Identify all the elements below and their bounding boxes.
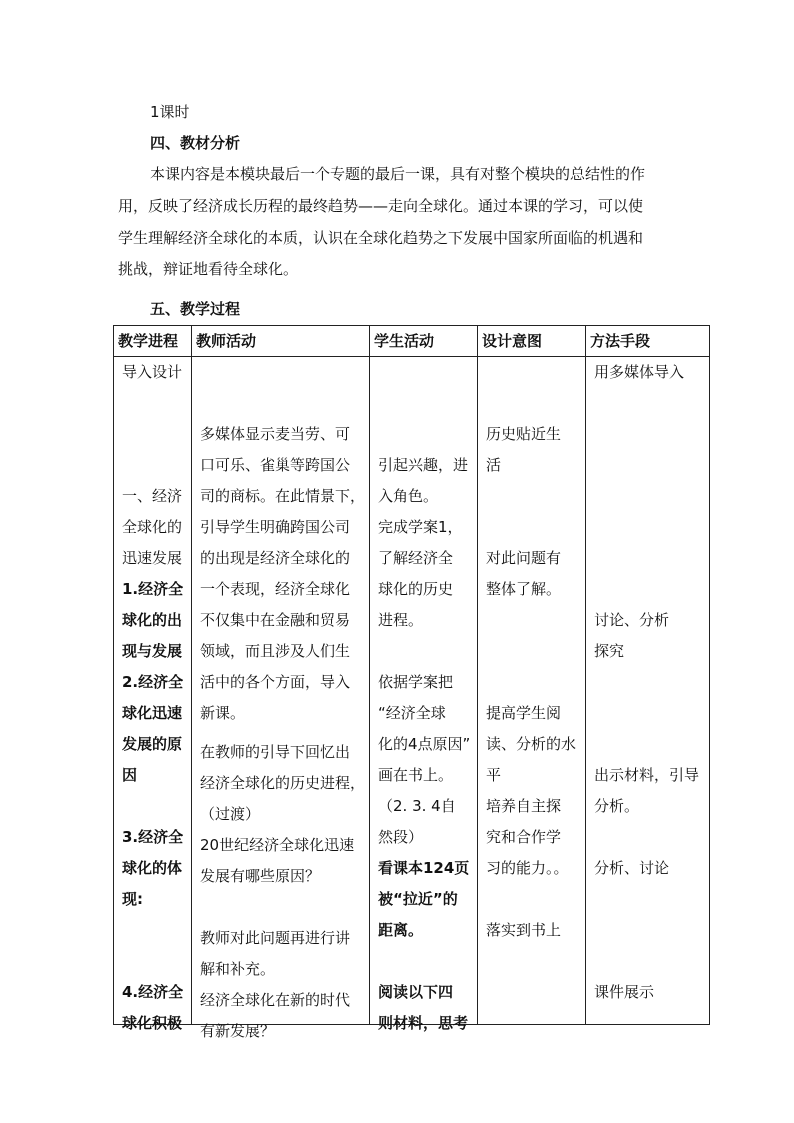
cell-line: 入角色。 — [378, 487, 439, 505]
cell-line: 分析、讨论 — [594, 859, 670, 877]
cell-line: 导入设计 — [122, 363, 183, 381]
paragraph-line: 挑战，辩证地看待全球化。 — [118, 260, 299, 278]
cell-line: （过渡） — [200, 805, 261, 823]
cell-line: 画在书上。 — [378, 766, 454, 784]
section-4-heading: 四、教材分析 — [150, 134, 241, 152]
cell-line: 平 — [486, 766, 502, 784]
cell-line: 3.经济全 — [122, 828, 184, 846]
cell-line: 经济全球化在新的时代 — [200, 991, 351, 1009]
cell-line: 领域，而且涉及人们生 — [200, 642, 351, 660]
cell-line: 进程。 — [378, 611, 424, 629]
cell-line: 讨论、分析 — [594, 611, 670, 629]
cell-line: 口可乐、雀巢等跨国公 — [200, 456, 351, 474]
cell-line: 化的4点原因” — [378, 735, 471, 753]
cell-line: “经济全球 — [378, 704, 446, 722]
header-teaching-stage: 教学进程 — [114, 326, 192, 357]
cell-line: 则材料，思考 — [378, 1014, 469, 1032]
cell-line: 教师对此问题再进行讲 — [200, 929, 351, 947]
cell-line: 对此问题有 — [486, 549, 562, 567]
cell-teacher-activity — [192, 357, 370, 1040]
cell-line: 究和合作学 — [486, 828, 562, 846]
cell-line: 迅速发展 — [122, 549, 183, 567]
cell-line: 课件展示 — [594, 983, 655, 1001]
cell-student-activity — [370, 357, 478, 1032]
cell-line: 引导学生明确跨国公司 — [200, 518, 351, 536]
cell-design-intent — [478, 357, 586, 1025]
cell-line: 被“拉近”的 — [378, 890, 458, 908]
table-row — [114, 357, 710, 1025]
cell-line: 现与发展 — [122, 642, 183, 660]
header-teacher-activity: 教师活动 — [192, 326, 370, 357]
cell-line: 依据学案把 — [378, 673, 454, 691]
header-design-intent: 设计意图 — [478, 326, 586, 357]
cell-line: 司的商标。在此情景下， — [200, 487, 366, 505]
cell-line: 了解经济全 — [378, 549, 454, 567]
cell-line: 因 — [122, 766, 138, 784]
cell-line: 习的能力。。 — [486, 859, 569, 877]
cell-line: 解和补充。 — [200, 960, 276, 978]
cell-line: 球化的历史 — [378, 580, 454, 598]
cell-line: 活中的各个方面，导入 — [200, 673, 351, 691]
header-student-activity: 学生活动 — [370, 326, 478, 357]
cell-teaching-stage — [114, 357, 192, 1032]
cell-line: 经济全球化的历史进程， — [200, 774, 366, 792]
cell-line: 新课。 — [200, 704, 246, 722]
cell-line: 引起兴趣，进 — [378, 456, 469, 474]
cell-line: 完成学案1， — [378, 518, 463, 536]
paragraph-line: 用，反映了经济成长历程的最终趋势——走向全球化。通过本课的学习，可以使 — [118, 197, 644, 215]
cell-line: 多媒体显示麦当劳、可 — [200, 425, 351, 443]
cell-line: 1.经济全 — [122, 580, 184, 598]
cell-line: 在教师的引导下回忆出 — [200, 743, 351, 761]
cell-line: 提高学生阅 — [486, 704, 562, 722]
cell-line: 发展的原 — [122, 735, 183, 753]
header-method: 方法手段 — [586, 326, 710, 357]
cell-line: 2.经济全 — [122, 673, 184, 691]
cell-line: 探究 — [594, 642, 625, 660]
cell-line: 距离。 — [378, 921, 424, 939]
cell-line: 球化的出 — [122, 611, 183, 629]
cell-line: 出示材料，引导 — [594, 766, 700, 784]
cell-line: 看课本124页 — [378, 859, 470, 877]
class-hours: 1课时 — [150, 103, 190, 121]
cell-line: 现: — [122, 890, 143, 908]
cell-line: 一、经济 — [122, 487, 183, 505]
cell-line: 发展有哪些原因？ — [200, 867, 321, 885]
cell-line: 读、分析的水 — [486, 735, 577, 753]
cell-line: 分析。 — [594, 797, 640, 815]
cell-line: 4.经济全 — [122, 983, 184, 1001]
cell-line: （2. 3. 4自 — [378, 797, 456, 815]
cell-line: 培养自主探 — [486, 797, 562, 815]
cell-line: 有新发展？ — [200, 1022, 276, 1040]
cell-line: 历史贴近生 — [486, 425, 562, 443]
cell-line: 球化迅速 — [122, 704, 183, 722]
cell-line: 不仅集中在金融和贸易 — [200, 611, 351, 629]
teaching-process-table — [113, 325, 710, 1040]
cell-line: 活 — [486, 456, 502, 474]
paragraph-line: 本课内容是本模块最后一个专题的最后一课，具有对整个模块的总结性的作 — [150, 165, 646, 183]
cell-method — [586, 357, 710, 1025]
section-5-heading: 五、教学过程 — [150, 300, 241, 318]
cell-line: 20世纪经济全球化迅速 — [200, 836, 355, 854]
paragraph-line: 学生理解经济全球化的本质，认识在全球化趋势之下发展中国家所面临的机遇和 — [118, 229, 644, 247]
cell-line: 的出现是经济全球化的 — [200, 549, 351, 567]
cell-line: 然段） — [378, 828, 424, 846]
cell-line: 阅读以下四 — [378, 983, 454, 1001]
cell-line: 一个表现，经济全球化 — [200, 580, 351, 598]
cell-line: 球化的体 — [122, 859, 183, 877]
cell-line: 全球化的 — [122, 518, 183, 536]
cell-line: 用多媒体导入 — [594, 363, 685, 381]
table-header-row — [114, 326, 710, 357]
cell-line: 落实到书上 — [486, 921, 562, 939]
cell-line: 整体了解。 — [486, 580, 562, 598]
cell-line: 球化积极 — [122, 1014, 183, 1032]
